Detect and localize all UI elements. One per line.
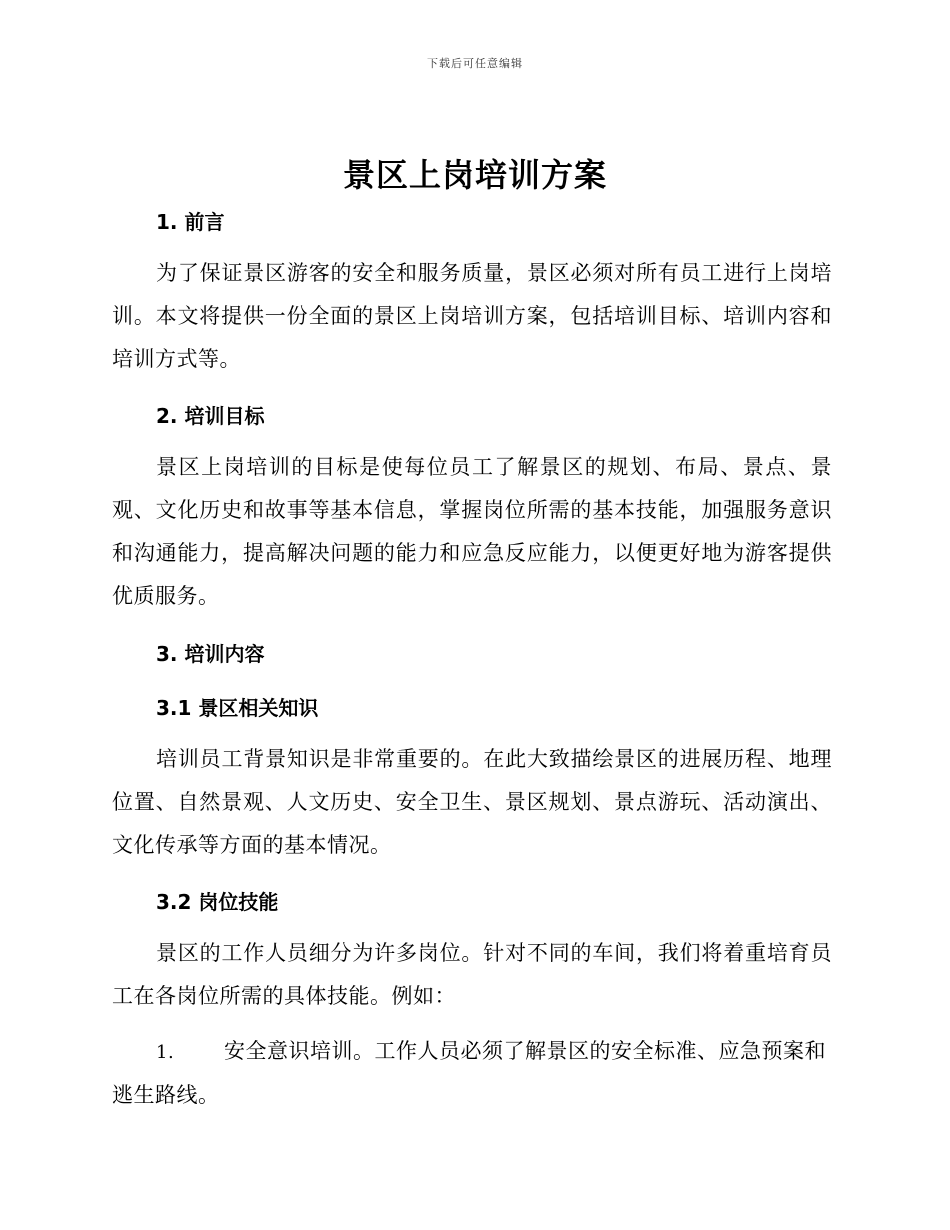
document-title: 景区上岗培训方案 xyxy=(342,156,607,194)
section-heading-content: 3. 培训内容 xyxy=(156,642,265,666)
paragraph-skills: 景区的工作人员细分为许多岗位。针对不同的车间，我们将着重培育员工在各岗位所需的具体技能。例如： xyxy=(112,941,832,1008)
list-item-text: 安全意识培训。工作人员必须了解景区的安全标准、应急预案和逃生路线。 xyxy=(112,1039,826,1107)
subsection-heading-knowledge: 3.1 景区相关知识 xyxy=(156,696,319,720)
paragraph-goals: 景区上岗培训的目标是使每位员工了解景区的规划、布局、景点、景观、文化历史和故事等基本信息，掌握岗位所需的基本技能，加强服务意识和沟通能力，提高解决问题的能力和应急反应能力，以便更好地为游客提供优质服务。 xyxy=(112,455,832,608)
subsection-heading-skills: 3.2 岗位技能 xyxy=(156,890,279,914)
section-heading-preface: 1. 前言 xyxy=(156,210,225,234)
paragraph-knowledge: 培训员工背景知识是非常重要的。在此大致描绘景区的进展历程、地理位置、自然景观、人文历史、安全卫生、景区规划、景点游玩、活动演出、文化传承等方面的基本情况。 xyxy=(112,747,832,857)
section-heading-goals: 2. 培训目标 xyxy=(156,404,265,428)
list-item-number: 1. xyxy=(156,1042,175,1063)
list-item xyxy=(112,1030,832,1117)
paragraph-preface: 为了保证景区游客的安全和服务质量，景区必须对所有员工进行上岗培训。本文将提供一份全面的景区上岗培训方案，包括培训目标、培训内容和培训方式等。 xyxy=(112,261,832,371)
header-note: 下载后可任意编辑 xyxy=(427,57,523,70)
